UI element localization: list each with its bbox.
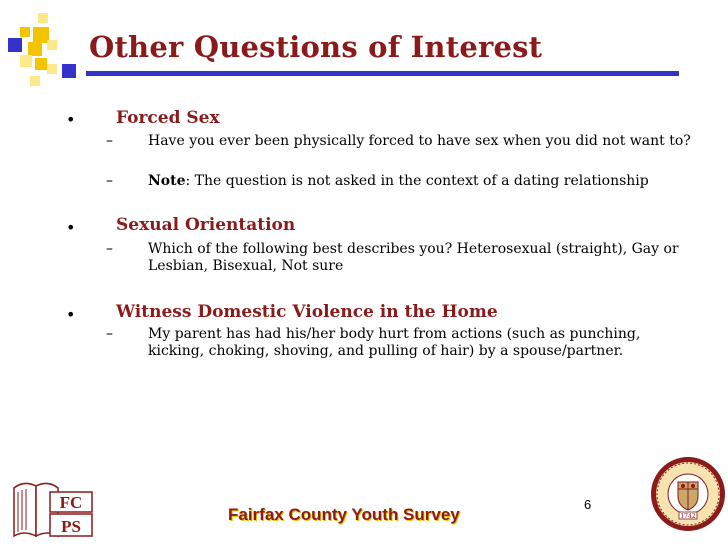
svg-text:PS: PS [61, 517, 81, 536]
sub-bullet-marker: – [106, 241, 113, 257]
bullet-marker: • [66, 218, 76, 237]
svg-text:FC: FC [59, 493, 83, 512]
bullet-heading-sexual-orientation: Sexual Orientation [116, 215, 296, 235]
sub-item-forced-sex-question: Have you ever been physically forced to have sex when you did not want to? [148, 133, 691, 149]
fcps-logo [10, 478, 94, 540]
note-text: : The question is not asked in the context of a dating relationship [185, 173, 649, 189]
sub-bullet-marker: – [106, 133, 113, 149]
bullet-heading-forced-sex: Forced Sex [116, 108, 220, 128]
sub-bullet-marker: – [106, 326, 113, 342]
sub-item-forced-sex-note [148, 173, 693, 190]
bullet-marker: • [66, 110, 76, 129]
title-underline [86, 71, 679, 76]
sub-item-domestic-violence-question: My parent has had his/her body hurt from actions (such as punching, kicking, choking, shoving, and pulling of hair) by a spouse/partner. [148, 326, 641, 359]
bullet-heading-domestic-violence: Witness Domestic Violence in the Home [116, 302, 498, 322]
bullet-marker: • [66, 305, 76, 324]
note-label: Note [148, 173, 186, 189]
sub-item-sexual-orientation-question: Which of the following best describes you? Heterosexual (straight), Gay or Lesbian, Bisexual, Not sure [148, 241, 679, 274]
footer-title: Fairfax County Youth Survey [228, 505, 460, 524]
page-number: 6 [584, 497, 592, 512]
slide-title: Other Questions of Interest [89, 30, 543, 64]
seal-year: 1742 [680, 513, 696, 520]
sub-bullet-marker: – [106, 173, 113, 189]
county-seal [650, 456, 726, 532]
